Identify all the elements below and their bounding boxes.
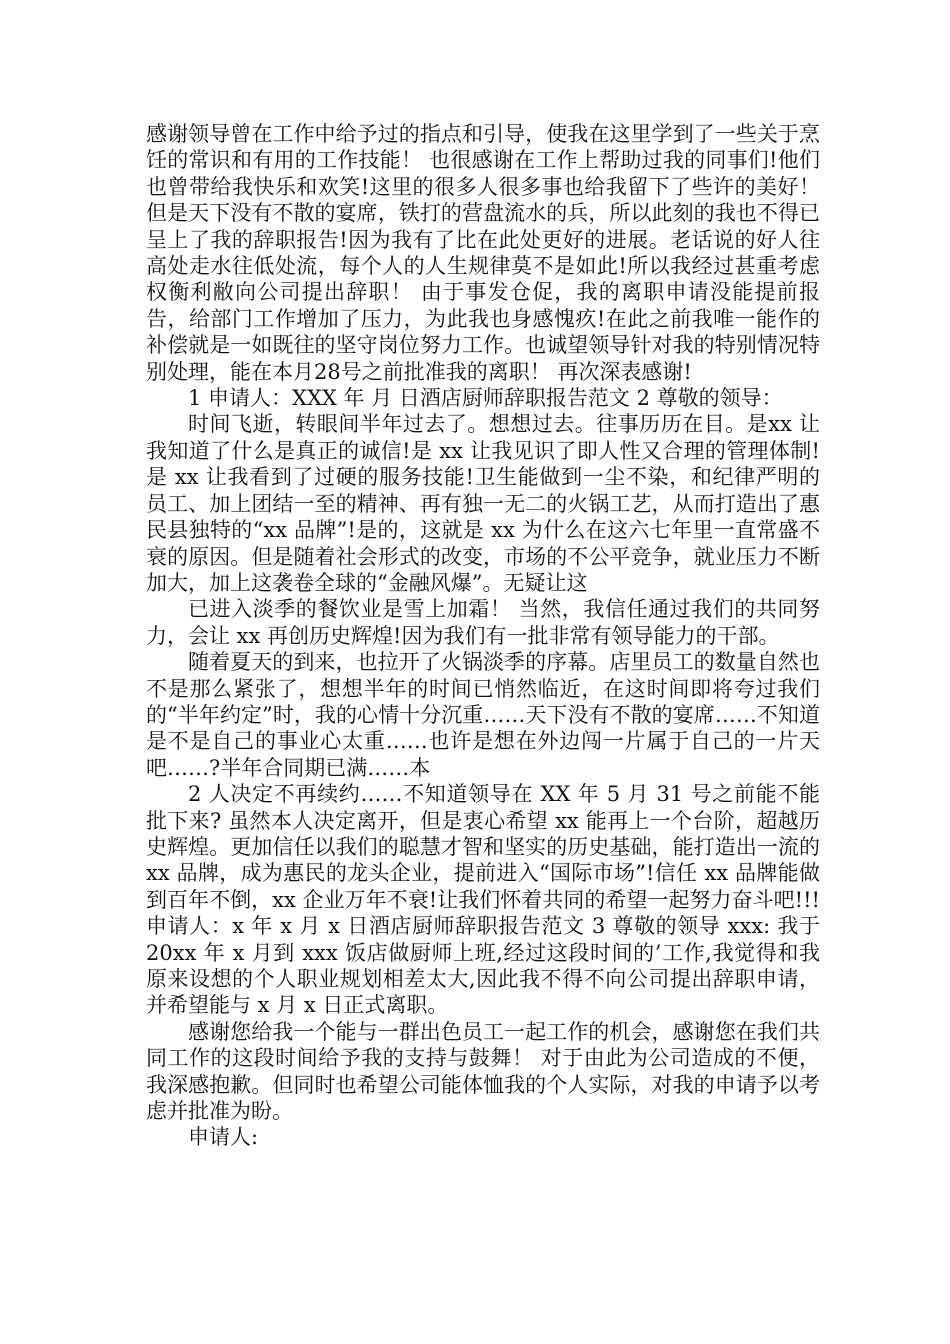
paragraph-8: 申请人: [188, 1125, 259, 1150]
document-body [146, 121, 820, 1151]
paragraph-4: 已进入淡季的餐饮业是雪上加霜！ 当然，我信任通过我们的共同努力，会让 xx 再创历史辉煌!因为我们有一批非常有领导能力的干部。 [146, 597, 820, 648]
paragraph-5: 随着夏天的到来，也拉开了火锅淡季的序幕。店里员工的数量自然也不是那么紧张了，想想半年的时间已悄然临近，在这时间即将夸过我们的“半年约定”时，我的心情十分沉重……天下没有不散的宴席……不知道是不是自己的事业心太重……也许是想在外边闯一片属于自己的一片天吧……?半年合同期已满……本 [146, 650, 820, 780]
paragraph-1: 感谢领导曾在工作中给予过的指点和引导，使我在这里学到了一些关于烹饪的常识和有用的工作技能！ 也很感谢在工作上帮助过我的同事们!他们也曾带给我快乐和欢笑!这里的很多人很多事也给我留下了些许的美好！ 但是天下没有不散的宴席，铁打的营盘流水的兵，所以此刻的我也不得已呈上了我的辞职报告!因为我有了比在此处更好的进展。老话说的好人往高处走水往低处流，每个人的人生规律莫不是如此!所以我经过甚重考虑权衡利敝向公司提出辞职！ 由于事发仓促，我的离职申请没能提前报告，给部门工作增加了压力，为此我也身感愧疚!在此之前我唯一能作的补偿就是一如既往的坚守岗位努力工作。也诚望领导针对我的特别情况特别处理，能在本月28号之前批准我的离职！ 再次深表感谢! [146, 122, 820, 384]
paragraph-3: 时间飞逝，转眼间半年过去了。想想过去。往事历历在目。是xx 让我知道了什么是真正的诚信!是 xx 让我见识了即人性又合理的管理体制!是 xx 让我看到了过硬的服务技能!卫生能做到一尘不染，和纪律严明的员工、加上团结一至的精神、再有独一无二的火锅工艺，从而打造出了惠民县独特的“xx 品牌”!是的，这就是 xx 为什么在这六七年里一直常盛不衰的原因。但是随着社会形式的改变，市场的不公平竞争，就业压力不断加大，加上这袭卷全球的“金融风爆”。无疑让这 [146, 412, 820, 595]
paragraph-2: 1 申请人：XXX 年 月 日酒店厨师辞职报告范文 2 尊敬的领导： [188, 386, 783, 411]
paragraph-6: 2 人决定不再续约……不知道领导在 XX 年 5 月 31 号之前能不能批下来? 虽然本人决定离开，但是衷心希望 xx 能再上一个台阶，超越历史辉煌。更加信任以我们的聪慧才智和坚实的历史基础，能打造出一流的 xx 品牌，成为惠民的龙头企业，提前进入“国际市场”!信任 xx 品牌能做到百年不倒，xx 企业万年不衰!让我们怀着共同的希望一起努力奋斗吧!!! 申请人：x 年 x 月 x 日酒店厨师辞职报告范文 3 尊敬的领导 xxx: 我于 20xx 年 x 月到 xxx 饭店做厨师上班,经过这段时间的’工作,我觉得和我原来设想的个人职业规划相差太大,因此我不得不向公司提出辞职申请，并希望能与 x 月 x 日正式离职。 [146, 782, 820, 1018]
paragraph-7: 感谢您给我一个能与一群出色员工一起工作的机会，感谢您在我们共同工作的这段时间给予我的支持与鼓舞！ 对于由此为公司造成的不便，我深感抱歉。但同时也希望公司能体恤我的个人实际，对我的申请予以考虑并批准为盼。 [146, 1019, 820, 1124]
